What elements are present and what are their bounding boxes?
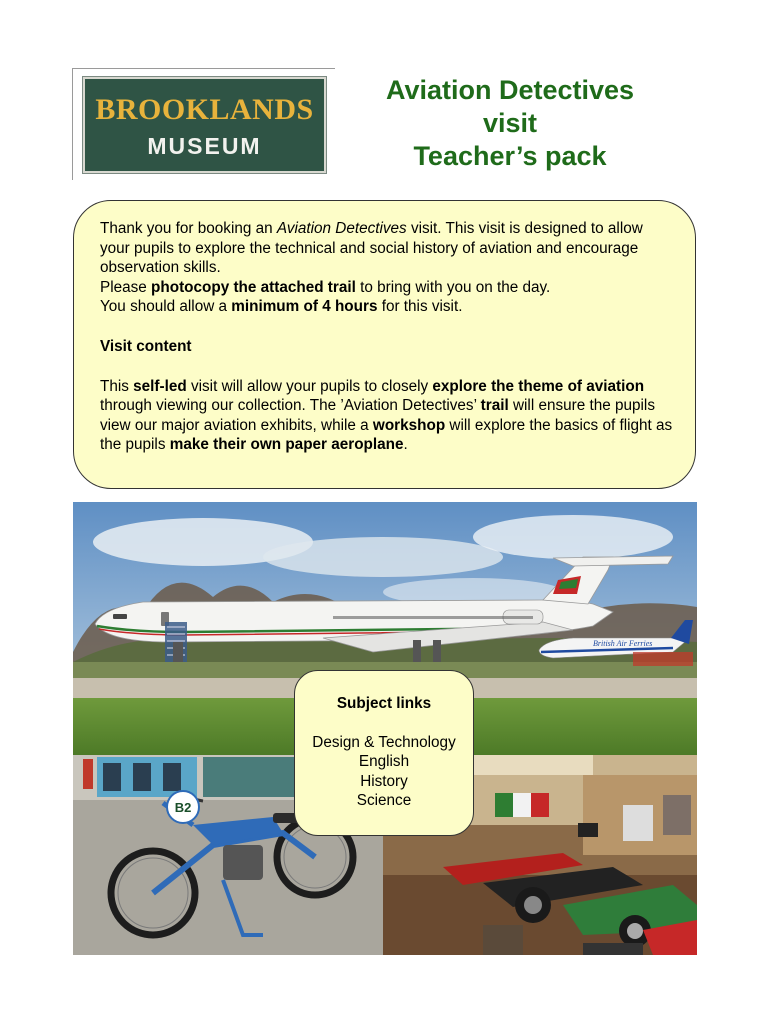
photocopy-emphasis: photocopy the attached trail (151, 278, 356, 296)
intro-text: Thank you for booking an (100, 220, 277, 237)
content-text: will ensure the pupils view our major aviation exhibits, while a (100, 397, 655, 434)
subject-links-title: Subject links (336, 695, 432, 712)
subject-item: English (358, 753, 410, 770)
visit-content-heading (100, 337, 675, 357)
intro-text: to bring with you on the day. (355, 278, 551, 296)
subject-item: History (360, 772, 408, 790)
visit-content-heading-text: Visit content (100, 337, 192, 355)
logo-line-1: BROOKLANDS (95, 93, 314, 126)
intro-text: You should allow a (100, 298, 232, 316)
title-line-3: Teacher’s pack (413, 141, 607, 171)
logo-line-2: MUSEUM (147, 133, 262, 159)
intro-paragraph (100, 219, 675, 278)
duration-paragraph (100, 297, 675, 317)
content-emphasis: workshop (372, 416, 446, 434)
content-text: through viewing our collection. The ’Aviation Detectives’ (100, 397, 481, 415)
logo-frame (72, 68, 335, 180)
subject-item: Science (356, 792, 412, 809)
intro-text: for this visit. (377, 298, 463, 316)
intro-text: visit. This visit is designed to allow your pupils to explore the technical and social history of aviation and encourage observation skills. (100, 220, 643, 277)
content-text: . (403, 436, 408, 454)
title-line-1: Aviation Detectives (385, 75, 635, 105)
title-line-2: visit (482, 108, 538, 138)
page-title (340, 74, 680, 173)
content-emphasis: trail (480, 397, 509, 415)
subject-item: Design & Technology (312, 733, 456, 751)
content-text: visit will allow your pupils to closely (186, 377, 433, 395)
brooklands-museum-logo (83, 77, 326, 173)
intro-box (73, 200, 696, 489)
second-aircraft-livery: British Air Ferries (593, 639, 653, 648)
content-emphasis: make their own paper aeroplane (169, 436, 404, 454)
content-text: This (100, 377, 134, 395)
intro-visit-name: Aviation Detectives (276, 220, 407, 237)
intro-text: Please (100, 278, 152, 296)
content-emphasis: explore the theme of aviation (432, 377, 645, 395)
subject-links-box (294, 670, 474, 836)
visit-content-paragraph (100, 377, 675, 455)
content-text: will explore the basics of flight as the pupils (100, 416, 673, 454)
duration-emphasis: minimum of 4 hours (231, 298, 378, 316)
race-number: B2 (174, 800, 192, 815)
content-emphasis: self-led (133, 377, 187, 395)
photocopy-paragraph (100, 278, 675, 298)
